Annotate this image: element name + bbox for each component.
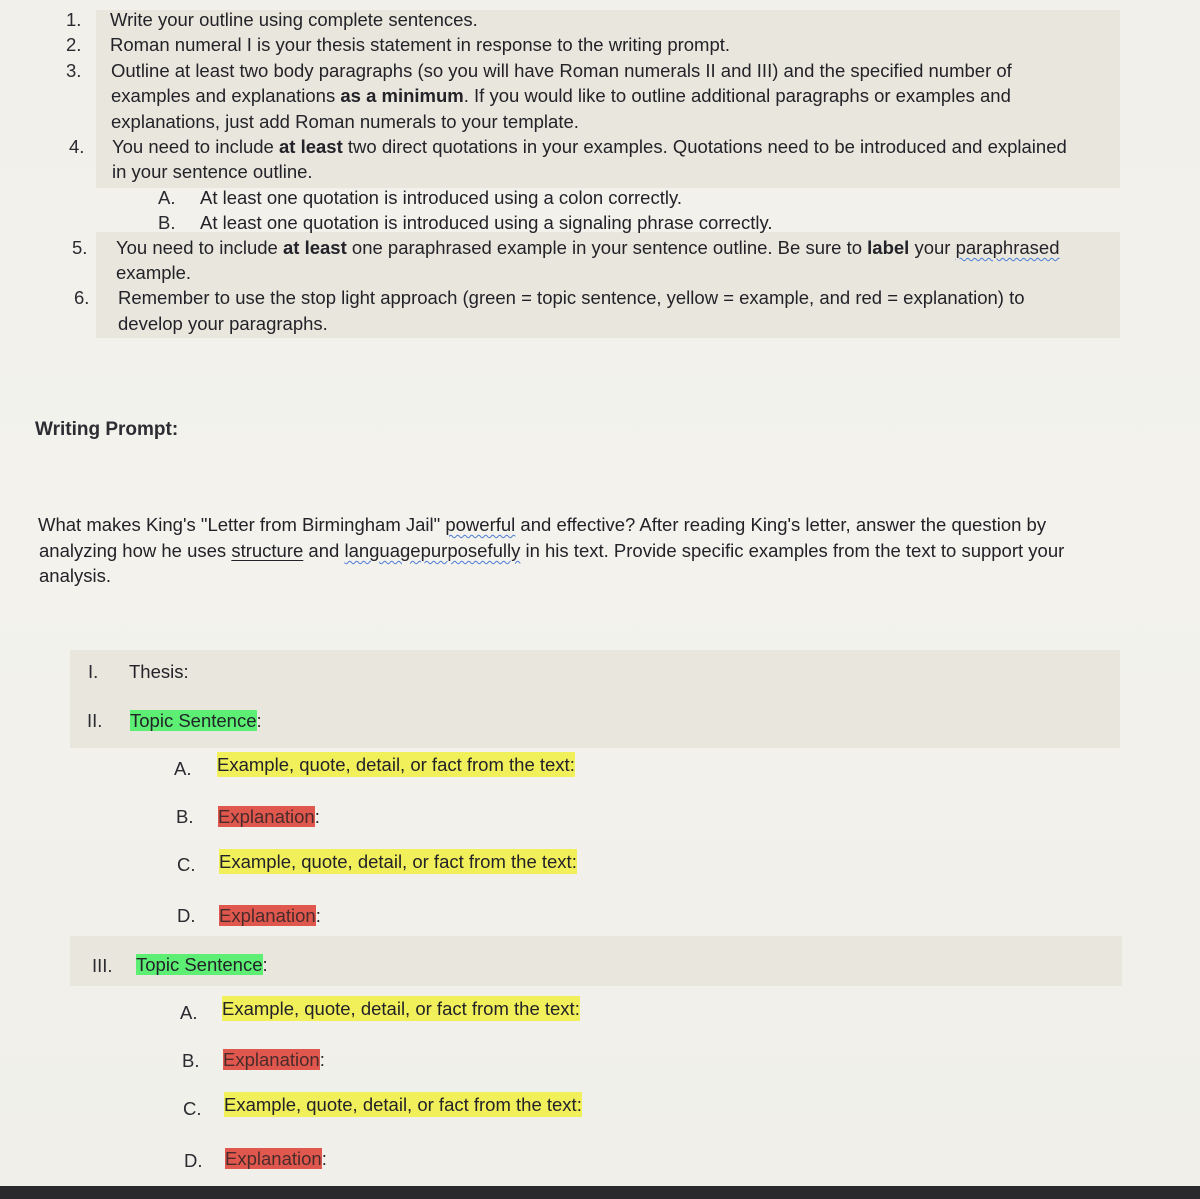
example-label: Example, quote, detail, or fact from the text: xyxy=(224,1094,582,1115)
instruction-text: in your sentence outline. xyxy=(112,161,313,182)
outline-item-letter: B. xyxy=(182,1050,200,1071)
instruction-number: 1. xyxy=(66,9,82,30)
instruction-text: You need to include at least two direct quotations in your examples. Quotations need to be introduced and explained xyxy=(112,136,1067,157)
example-label: Example, quote, detail, or fact from the text: xyxy=(222,998,580,1019)
instruction-text: Write your outline using complete sentences. xyxy=(110,9,478,30)
outline-item-letter: B. xyxy=(176,806,194,827)
thesis-label: Thesis: xyxy=(129,661,189,682)
instruction-text: examples and explanations as a minimum. If you would like to outline additional paragraphs or examples and xyxy=(111,85,1011,106)
outline-item-letter: A. xyxy=(174,758,192,779)
outline-item-letter: A. xyxy=(180,1002,198,1023)
outline-roman-numeral: II. xyxy=(87,710,103,731)
outline-roman-numeral: III. xyxy=(92,955,113,976)
explanation-label: Explanation: xyxy=(223,1049,325,1070)
explanation-label: Explanation: xyxy=(225,1148,327,1169)
thesis-shade xyxy=(70,650,1120,748)
instruction-number: 2. xyxy=(66,34,82,55)
instruction-number: 4. xyxy=(69,136,85,157)
instruction-text: You need to include at least one paraphrased example in your sentence outline. Be sure to label your paraphrased xyxy=(116,237,1060,258)
writing-prompt-heading: Writing Prompt: xyxy=(35,419,179,440)
instruction-text: develop your paragraphs. xyxy=(118,313,328,334)
outline-item-letter: D. xyxy=(177,905,196,926)
instruction-text: Roman numeral I is your thesis statement in response to the writing prompt. xyxy=(110,34,731,55)
instruction-text: Outline at least two body paragraphs (so you will have Roman numerals II and III) and the specified number of xyxy=(111,60,1012,81)
instruction-number: 6. xyxy=(74,287,90,308)
explanation-label: Explanation: xyxy=(218,806,320,827)
instruction-sub-letter: A. xyxy=(158,187,176,208)
instruction-sub-text: At least one quotation is introduced using a signaling phrase correctly. xyxy=(200,212,773,233)
example-label: Example, quote, detail, or fact from the text: xyxy=(217,754,575,775)
prompt-line: analyzing how he uses structure and languagepurposefully in his text. Provide specific examples from the text to support your xyxy=(39,540,1065,561)
topic-sentence-label: Topic Sentence: xyxy=(130,710,262,731)
outline-item-letter: C. xyxy=(177,854,196,875)
instruction-sub-letter: B. xyxy=(158,212,176,233)
screen-bezel-edge xyxy=(0,1186,1200,1199)
outline-item-letter: D. xyxy=(184,1150,203,1171)
instruction-number: 3. xyxy=(66,60,82,81)
prompt-line: What makes King's "Letter from Birmingham Jail" powerful and effective? After reading King's letter, answer the question by xyxy=(38,514,1047,535)
example-label: Example, quote, detail, or fact from the text: xyxy=(219,851,577,872)
explanation-label: Explanation: xyxy=(219,905,321,926)
instruction-sub-text: At least one quotation is introduced using a colon correctly. xyxy=(200,187,682,208)
instruction-text: Remember to use the stop light approach (green = topic sentence, yellow = example, and red = explanation) to xyxy=(118,287,1025,308)
outline-item-letter: C. xyxy=(183,1098,202,1119)
topic-sentence-label: Topic Sentence: xyxy=(136,954,268,975)
instruction-text: explanations, just add Roman numerals to your template. xyxy=(111,111,579,132)
instruction-number: 5. xyxy=(72,237,88,258)
prompt-line: analysis. xyxy=(39,565,111,586)
outline-roman-numeral: I. xyxy=(88,661,99,682)
instruction-text: example. xyxy=(116,262,192,283)
